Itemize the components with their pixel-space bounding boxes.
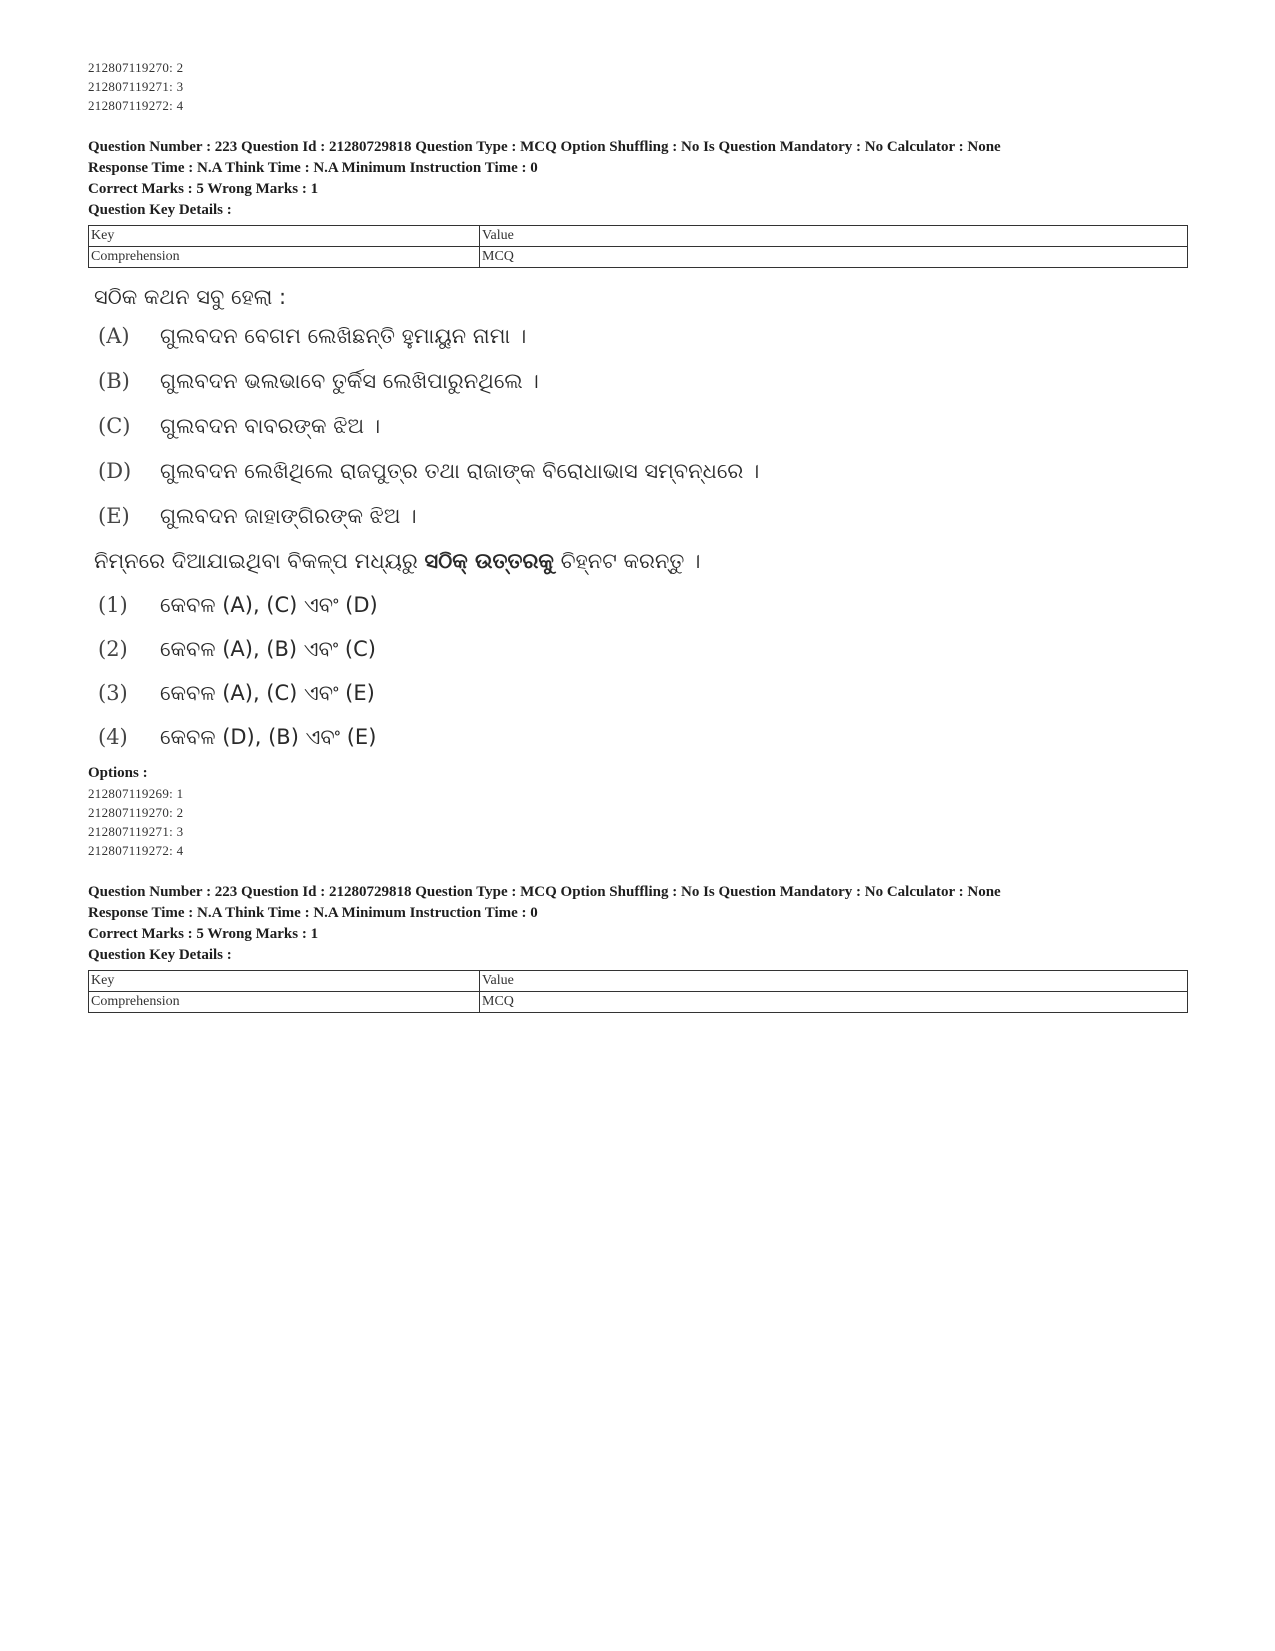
question-meta-line: Question Number : 223 Question Id : 21280729818 Question Type : MCQ Option Shuffling : No Is Question Mandatory : No Calculator : None <box>88 139 1001 155</box>
response-time-line: Response Time : N.A Think Time : N.A Minimum Instruction Time : 0 <box>88 160 538 176</box>
question-header <box>88 137 1188 268</box>
table-row <box>89 971 1188 992</box>
table-cell-value: MCQ <box>480 247 1188 268</box>
statement-item <box>98 449 1188 494</box>
option-id-line: 212807119271: 3 <box>88 824 184 839</box>
instruction-text: ଚିହ୍ନଟ କରନ୍ତୁ । <box>553 549 701 573</box>
marks-line: Correct Marks : 5 Wrong Marks : 1 <box>88 926 319 942</box>
answer-choice <box>98 671 1188 715</box>
options-label: Options : <box>88 765 148 781</box>
statement-item <box>98 494 1188 539</box>
choice-text: କେବଳ (D), (B) ଏବଂ (E) <box>160 725 377 749</box>
answer-choice <box>98 715 1188 759</box>
option-id-line: 212807119270: 2 <box>88 60 184 75</box>
question-header <box>88 882 1188 1013</box>
choice-text: କେବଳ (A), (C) ଏବଂ (D) <box>160 593 378 617</box>
instruction-emphasis: ସଠିକ୍ ଉତ୍ତରକୁ <box>424 549 554 573</box>
statement-item <box>98 359 1188 404</box>
table-cell-key: Comprehension <box>89 247 480 268</box>
table-header-key: Key <box>89 971 480 992</box>
top-option-list <box>88 58 1188 115</box>
choice-label: (2) <box>98 637 128 661</box>
option-id-line: 212807119270: 2 <box>88 805 184 820</box>
key-details-label: Question Key Details : <box>88 947 232 963</box>
statement-label: (D) <box>98 459 132 483</box>
option-id-line: 212807119272: 4 <box>88 98 184 113</box>
answer-choice <box>98 627 1188 671</box>
statement-text: ଗୁଲବଦନ ଲେଖିଥିଲେ ରାଜପୁତ୍ର ତଥା ରାଜାଙ୍କ ବିରୋଧାଭାସ ସମ୍ବନ୍ଧରେ । <box>160 459 760 483</box>
table-header-value: Value <box>480 971 1188 992</box>
document-page <box>88 58 1188 1013</box>
choice-text: କେବଳ (A), (C) ଏବଂ (E) <box>160 681 375 705</box>
statement-item <box>98 404 1188 449</box>
table-header-value: Value <box>480 226 1188 247</box>
option-id-line: 212807119272: 4 <box>88 843 184 858</box>
table-row <box>89 226 1188 247</box>
statement-label: (B) <box>98 369 130 393</box>
table-row <box>89 992 1188 1013</box>
table-row <box>89 247 1188 268</box>
question-stem: ସଠିକ କଥନ ସବୁ ହେଲା : <box>94 285 287 309</box>
statement-text: ଗୁଲବଦନ ଜାହାଙ୍ଗିରଙ୍କ ଝିଅ । <box>160 504 417 528</box>
statement-item <box>98 314 1188 359</box>
options-section <box>88 763 1188 860</box>
key-details-table <box>88 225 1188 268</box>
statement-text: ଗୁଲବଦନ ବେଗମ ଲେଖିଛନ୍ତି ହୁମାୟୁନ ନାମା । <box>160 324 527 348</box>
table-header-key: Key <box>89 226 480 247</box>
question-instruction <box>94 539 1188 583</box>
marks-line: Correct Marks : 5 Wrong Marks : 1 <box>88 181 319 197</box>
instruction-text: ନିମ୍ନରେ ଦିଆଯାଇଥିବା ବିକଳ୍ପ ମଧ୍ୟରୁ <box>94 549 425 573</box>
statement-text: ଗୁଲବଦନ ବାବରଙ୍କ ଝିଅ । <box>160 414 381 438</box>
answer-choice <box>98 583 1188 627</box>
table-cell-key: Comprehension <box>89 992 480 1013</box>
choice-label: (1) <box>98 593 128 617</box>
table-cell-value: MCQ <box>480 992 1188 1013</box>
choice-label: (3) <box>98 681 128 705</box>
statement-label: (E) <box>98 504 130 528</box>
option-id-line: 212807119269: 1 <box>88 786 184 801</box>
key-details-table <box>88 970 1188 1013</box>
response-time-line: Response Time : N.A Think Time : N.A Minimum Instruction Time : 0 <box>88 905 538 921</box>
option-id-line: 212807119271: 3 <box>88 79 184 94</box>
statement-label: (C) <box>98 414 131 438</box>
choice-label: (4) <box>98 725 128 749</box>
statement-label: (A) <box>98 324 130 348</box>
question-body <box>88 280 1188 759</box>
choice-text: କେବଳ (A), (B) ଏବଂ (C) <box>160 637 376 661</box>
key-details-label: Question Key Details : <box>88 202 232 218</box>
question-meta-line: Question Number : 223 Question Id : 21280729818 Question Type : MCQ Option Shuffling : No Is Question Mandatory : No Calculator : None <box>88 884 1001 900</box>
statement-text: ଗୁଲବଦନ ଭଲଭାବେ ତୁର୍କିସ ଲେଖିପାରୁନଥିଲେ । <box>160 369 539 393</box>
